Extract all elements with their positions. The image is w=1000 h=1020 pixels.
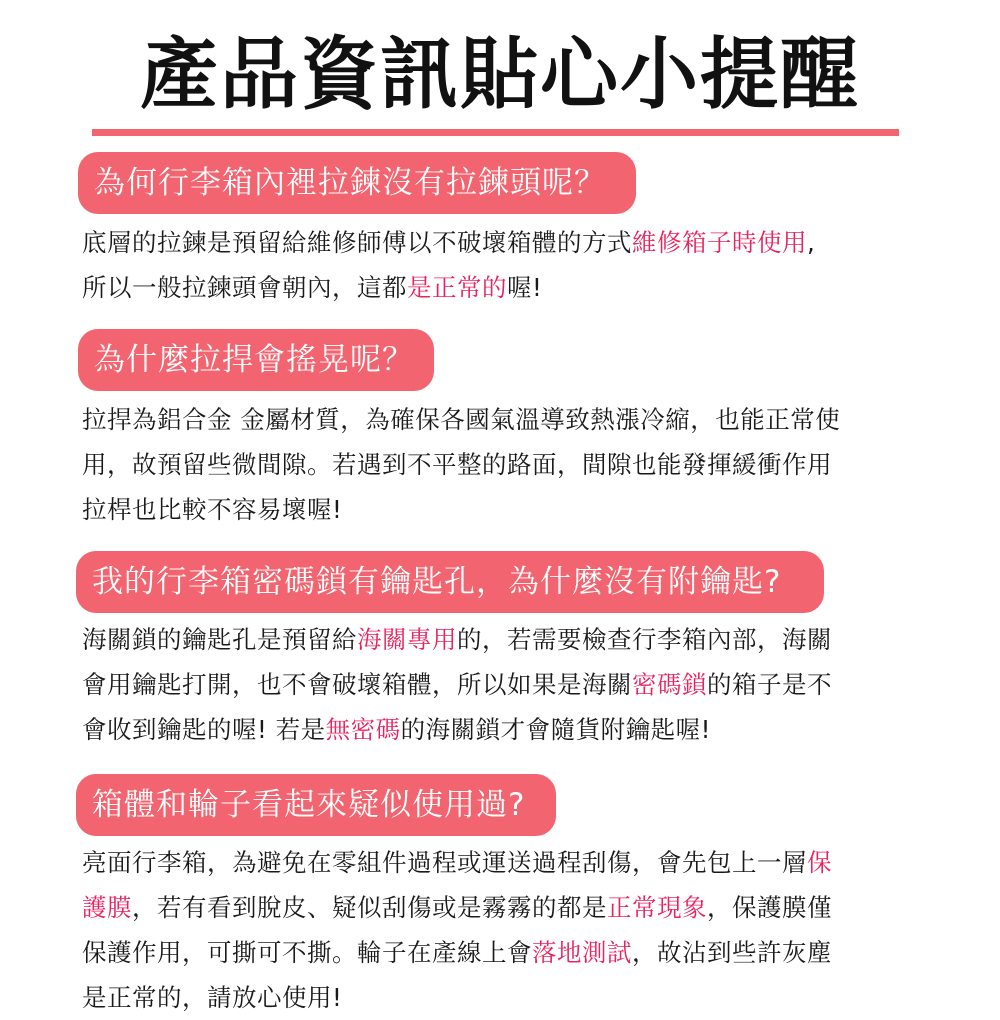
answer-text: 是正常的，請放心使用! xyxy=(82,983,343,1012)
answer-text: 會收到鑰匙的喔! 若是 xyxy=(82,715,326,744)
highlighted-text: 護膜 xyxy=(82,893,132,922)
answer-line xyxy=(82,265,912,310)
answer-2 xyxy=(82,397,912,532)
answer-text: 海關鎖的鑰匙孔是預留給 xyxy=(82,625,357,654)
highlighted-text: 無密碼 xyxy=(325,715,401,744)
question-2-badge: 為什麼拉捍會搖晃呢？ xyxy=(78,329,434,391)
answer-line xyxy=(82,487,912,532)
page-title: 產品資訊貼心小提醒 xyxy=(139,30,860,120)
answer-text: 的海關鎖才會隨貨附鑰匙喔! xyxy=(400,715,711,744)
answer-line xyxy=(82,840,912,885)
answer-text: 用，故預留些微間隙。若遇到不平整的路面，間隙也能發揮緩衝作用 xyxy=(82,450,832,479)
answer-text: 喔! xyxy=(507,273,543,302)
answer-4 xyxy=(82,840,912,1020)
answer-line xyxy=(82,442,912,487)
highlighted-text: 落地測試 xyxy=(532,938,632,967)
highlighted-text: 保 xyxy=(807,848,832,877)
answer-text: ，保護膜僅 xyxy=(707,893,832,922)
answer-line xyxy=(82,662,912,707)
title-divider xyxy=(92,129,899,136)
answer-1 xyxy=(82,220,912,310)
answer-line xyxy=(82,397,912,442)
answer-line xyxy=(82,930,912,975)
answer-3 xyxy=(82,617,912,752)
answer-text: , xyxy=(807,228,816,257)
answer-text: ，若有看到脫皮、疑似刮傷或是霧霧的都是 xyxy=(132,893,607,922)
highlighted-text: 海關專用 xyxy=(357,625,457,654)
answer-text: 會用鑰匙打開，也不會破壞箱體，所以如果是海關 xyxy=(82,670,632,699)
answer-text: 拉捍為鋁合金 金屬材質，為確保各國氣溫導致熱漲冷縮，也能正常使 xyxy=(82,405,841,434)
answer-text: ，故沾到些許灰塵 xyxy=(632,938,832,967)
answer-text: 拉桿也比較不容易壞喔! xyxy=(82,495,343,524)
answer-text: 保護作用，可撕可不撕。輪子在產線上會 xyxy=(82,938,532,967)
answer-text: 底層的拉鍊是預留給維修師傅以不破壞箱體的方式 xyxy=(82,228,632,257)
answer-text: 的箱子是不 xyxy=(707,670,832,699)
answer-text: 所以一般拉鍊頭會朝內，這都 xyxy=(82,273,407,302)
answer-line xyxy=(82,975,912,1020)
highlighted-text: 維修箱子時使用 xyxy=(632,228,807,257)
answer-line xyxy=(82,617,912,662)
answer-line xyxy=(82,707,912,752)
answer-line xyxy=(82,220,912,265)
answer-line xyxy=(82,885,912,930)
question-4-badge: 箱體和輪子看起來疑似使用過? xyxy=(76,774,556,836)
answer-text: 的，若需要檢查行李箱內部，海關 xyxy=(457,625,832,654)
highlighted-text: 正常現象 xyxy=(607,893,707,922)
question-1-badge: 為何行李箱內裡拉鍊沒有拉鍊頭呢？ xyxy=(78,152,636,214)
highlighted-text: 是正常的 xyxy=(407,273,507,302)
answer-text: 亮面行李箱，為避免在零組件過程或運送過程刮傷，會先包上一層 xyxy=(82,848,807,877)
highlighted-text: 密碼鎖 xyxy=(632,670,707,699)
question-3-badge: 我的行李箱密碼鎖有鑰匙孔，為什麼沒有附鑰匙? xyxy=(76,551,824,613)
